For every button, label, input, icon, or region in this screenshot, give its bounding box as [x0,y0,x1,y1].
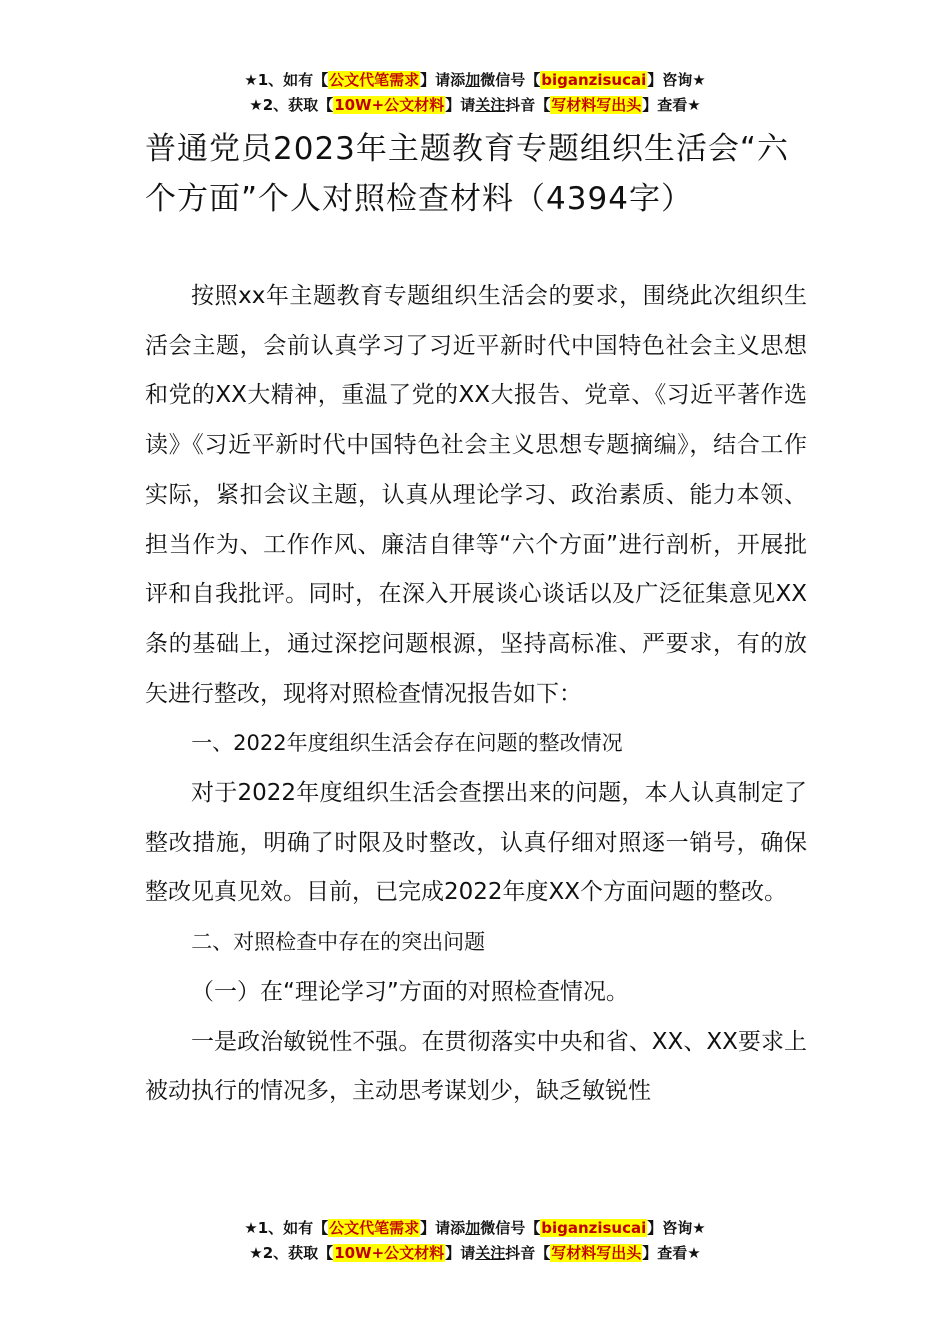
banner-underlined: 加 [465,71,481,89]
banner-text: 】请添 [420,1219,466,1237]
banner-highlight: 写材料写出头 [551,96,642,114]
banner-highlight: biganzisucai [541,1219,647,1237]
banner-text: 】咨询★ [647,71,706,89]
banner-text: 】请添 [420,71,466,89]
banner-underlined: 关注 [475,1244,506,1262]
banner-text: 】查看★ [642,1244,701,1262]
header-banner [0,68,950,118]
banner-line-2 [0,1241,950,1266]
banner-text: 微信号【 [480,71,541,89]
banner-highlight: 10W+公文材料 [334,1244,445,1262]
banner-text: ★2、获取【 [249,1244,334,1262]
document-title: 普通党员2023年主题教育专题组织生活会“六个方面”个人对照检查材料（4394字） [145,131,789,217]
banner-highlight: 公文代笔需求 [329,1219,420,1237]
document-body [145,272,807,1117]
banner-text: ★2、获取【 [249,96,334,114]
banner-highlight: biganzisucai [541,71,647,89]
banner-text: 微信号【 [480,1219,541,1237]
banner-underlined: 加 [465,1219,481,1237]
banner-highlight: 公文代笔需求 [329,71,420,89]
banner-highlight: 写材料写出头 [551,1244,642,1262]
banner-text: 】请 [445,1244,476,1262]
section-1-paragraph: 对于2022年度组织生活会查摆出来的问题，本人认真制定了整改措施，明确了时限及时整改，认真仔细对照逐一销号，确保整改见真见效。目前，已完成2022年度XX个方面问题的整改。 [145,780,807,906]
subsection-heading-1: （一）在“理论学习”方面的对照检查情况。 [191,978,629,1005]
intro-paragraph: 按照xx年主题教育专题组织生活会的要求，围绕此次组织生活会主题，会前认真学习了习近平新时代中国特色社会主义思想和党的XX大精神，重温了党的XX大报告、党章、《习近平著作选读》《习近平新时代中国特色社会主义思想专题摘编》，结合工作实际，紧扣会议主题，认真从理论学习、政治素质、能力本领、担当作为、工作作风、廉洁自律等“六个方面”进行剖析，开展批评和自我批评。同时，在深入开展谈心谈话以及广泛征集意见XX条的基础上，通过深挖问题根源，坚持高标准、严要求，有的放矢进行整改，现将对照检查情况报告如下： [145,283,807,707]
banner-text: 】请 [445,96,476,114]
subsection-1-paragraph: 一是政治敏锐性不强。在贯彻落实中央和省、XX、XX要求上被动执行的情况多，主动思考谋划少，缺乏敏锐性 [145,1028,807,1105]
section-heading-2: 二、对照检查中存在的突出问题 [191,930,486,955]
banner-highlight: 10W+公文材料 [334,96,445,114]
banner-text: 】咨询★ [647,1219,706,1237]
banner-line-1 [0,68,950,93]
banner-text: ★1、如有【 [244,71,329,89]
banner-line-1 [0,1216,950,1241]
section-heading-1: 一、2022年度组织生活会存在问题的整改情况 [191,731,623,756]
footer-banner [0,1216,950,1266]
banner-underlined: 关注 [475,96,506,114]
banner-text: 抖音【 [505,96,551,114]
banner-text: 】查看★ [642,96,701,114]
banner-text: 抖音【 [505,1244,551,1262]
banner-line-2 [0,93,950,118]
banner-text: ★1、如有【 [244,1219,329,1237]
